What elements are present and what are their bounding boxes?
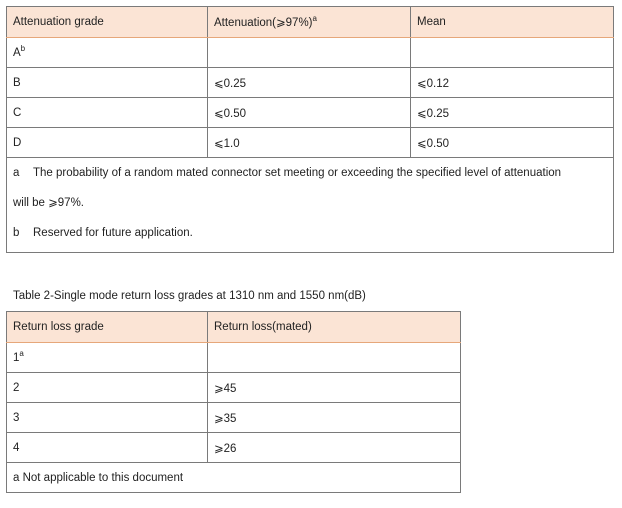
attenuation-cell: ⩽0.50	[208, 98, 411, 128]
table-notes	[7, 158, 614, 253]
note-a-continuation: will be ⩾97%.	[13, 197, 84, 209]
return-loss-cell	[208, 343, 461, 373]
grade-cell: 4	[7, 433, 208, 463]
mean-cell: ⩽0.50	[411, 128, 614, 158]
table-row	[7, 343, 461, 373]
table-row	[7, 68, 614, 98]
note-b-line	[13, 222, 607, 252]
table-row	[7, 403, 461, 433]
table-row	[7, 98, 614, 128]
grade-cell	[7, 343, 208, 373]
note-b-mark: b	[13, 227, 20, 239]
header-attenuation-label: Attenuation(⩾97%)	[214, 17, 313, 29]
footnote-marker: b	[20, 43, 26, 53]
table-row	[7, 128, 614, 158]
note-a-line-2	[13, 192, 607, 222]
return-loss-cell: ⩾45	[208, 373, 461, 403]
table-notes-row	[7, 158, 614, 253]
note-b-text: Reserved for future application.	[33, 227, 193, 239]
grade-label: 1	[13, 351, 20, 364]
header-return-loss-mated: Return loss(mated)	[208, 312, 461, 343]
attenuation-cell: ⩽1.0	[208, 128, 411, 158]
table-row	[7, 38, 614, 68]
return-loss-cell: ⩾26	[208, 433, 461, 463]
header-return-loss-grade: Return loss grade	[7, 312, 208, 343]
note-a-text: The probability of a random mated connector set meeting or exceeding the specified level of attenuation	[33, 167, 562, 179]
attenuation-grades-table	[6, 6, 614, 253]
grade-cell: B	[7, 68, 208, 98]
grade-cell: D	[7, 128, 208, 158]
grade-cell: 2	[7, 373, 208, 403]
attenuation-cell: ⩽0.25	[208, 68, 411, 98]
grade-cell: 3	[7, 403, 208, 433]
return-loss-grades-table	[6, 311, 461, 493]
note-a-mark: a	[13, 167, 20, 179]
footnote-marker: a	[19, 348, 24, 358]
grade-cell	[7, 38, 208, 68]
mean-cell: ⩽0.25	[411, 98, 614, 128]
table-row	[7, 433, 461, 463]
note-a-line-1	[13, 162, 607, 192]
header-attenuation-grade: Attenuation grade	[7, 7, 208, 38]
grade-cell: C	[7, 98, 208, 128]
mean-cell	[411, 38, 614, 68]
return-loss-cell: ⩾35	[208, 403, 461, 433]
table-header-row	[7, 7, 614, 38]
table-header-row	[7, 312, 461, 343]
header-attenuation	[208, 7, 411, 38]
attenuation-cell	[208, 38, 411, 68]
mean-cell: ⩽0.12	[411, 68, 614, 98]
table2-caption: Table 2-Single mode return loss grades at 1310 nm and 1550 nm(dB)	[13, 290, 366, 302]
table-row	[7, 373, 461, 403]
grade-label: A	[13, 46, 21, 59]
footnote-marker: a	[312, 14, 317, 24]
header-mean: Mean	[411, 7, 614, 38]
table-note-row	[7, 463, 461, 493]
table-note: a Not applicable to this document	[7, 463, 461, 493]
